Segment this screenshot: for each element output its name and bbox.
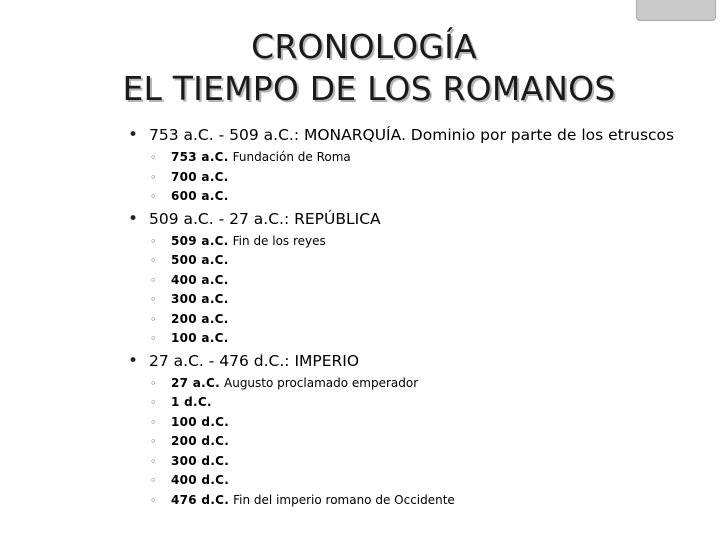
list-item bbox=[128, 471, 674, 491]
list-item bbox=[128, 374, 674, 394]
list-item bbox=[128, 329, 674, 349]
list-item bbox=[128, 413, 674, 433]
list-item bbox=[128, 491, 674, 511]
list-item bbox=[128, 168, 674, 188]
item-date: 400 a.C. bbox=[171, 272, 229, 287]
item-date: 1 d.C. bbox=[171, 395, 212, 409]
list-item bbox=[128, 251, 674, 271]
list-item bbox=[128, 271, 674, 291]
list-item bbox=[128, 148, 674, 168]
item-date: 509 a.C. bbox=[171, 233, 229, 248]
item-date: 300 a.C. bbox=[171, 292, 229, 306]
item-date: 27 a.C. bbox=[171, 375, 220, 390]
section-republica bbox=[128, 208, 674, 349]
list-item bbox=[128, 290, 674, 310]
timeline-list bbox=[128, 124, 674, 510]
item-desc: Augusto proclamado emperador bbox=[224, 375, 419, 390]
title-line-2: EL TIEMPO DE LOS ROMANOS bbox=[122, 69, 616, 108]
item-date: 300 d.C. bbox=[171, 453, 230, 468]
section-heading: • 27 a.C. - 476 d.C.: IMPERIO bbox=[128, 350, 674, 372]
item-date: 700 a.C. bbox=[171, 169, 229, 184]
list-item bbox=[128, 432, 674, 452]
section-heading: • 753 a.C. - 509 a.C.: MONARQUÍA. Dominio por parte de los etruscos bbox=[128, 124, 674, 146]
list-item bbox=[128, 452, 674, 472]
list-item bbox=[128, 232, 674, 252]
item-date: 100 d.C. bbox=[171, 414, 230, 429]
item-date: 200 a.C. bbox=[171, 311, 229, 326]
section-imperio bbox=[128, 350, 674, 511]
list-item bbox=[128, 393, 674, 413]
item-desc: Fundación de Roma bbox=[232, 150, 351, 164]
section-monarquia bbox=[128, 124, 674, 207]
item-desc: Fin del imperio romano de Occidente bbox=[233, 492, 455, 507]
item-date: 753 a.C. bbox=[171, 150, 229, 164]
item-date: 100 a.C. bbox=[171, 331, 229, 345]
slide-title bbox=[0, 26, 728, 110]
list-item bbox=[128, 310, 674, 330]
item-date: 400 d.C. bbox=[171, 473, 230, 487]
item-date: 600 a.C. bbox=[171, 189, 229, 203]
item-desc: Fin de los reyes bbox=[232, 233, 326, 248]
section-heading: • 509 a.C. - 27 a.C.: REPÚBLICA bbox=[128, 208, 674, 230]
item-date: 200 d.C. bbox=[171, 434, 230, 448]
slide-corner-tab bbox=[636, 0, 716, 21]
list-item bbox=[128, 187, 674, 207]
item-date: 476 d.C. bbox=[171, 492, 230, 507]
item-date: 500 a.C. bbox=[171, 253, 229, 267]
title-line-1: CRONOLOGÍA bbox=[251, 27, 477, 66]
